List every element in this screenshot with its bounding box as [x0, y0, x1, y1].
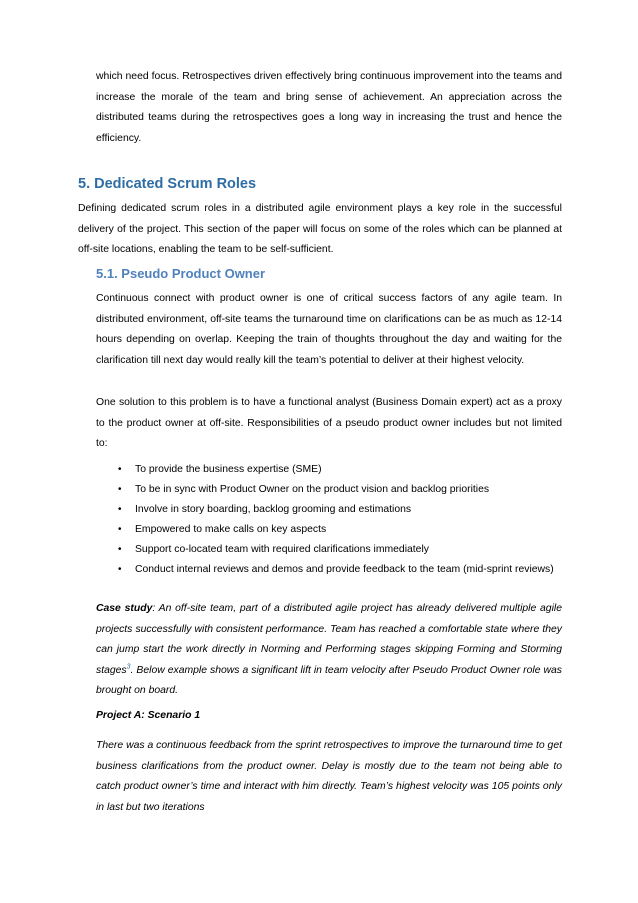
list-item: • Empowered to make calls on key aspects: [96, 520, 562, 540]
bullet-icon: •: [118, 564, 122, 575]
project-a-paragraph: There was a continuous feedback from the sprint retrospectives to improve the turnaround time to get business clarifications from the product owner. Delay is mostly due to the team not being able to catch product owner’s time and interact with him directly. Team’s highest velocity was 105 points only in last but two iterations: [96, 740, 562, 813]
section-5-title: Dedicated Scrum Roles: [94, 176, 257, 192]
pseudo-po-paragraph-1: Continuous connect with product owner is one of critical success factors of any agile team. In distributed environment, off-site teams the turnaround time on clarifications can be as much as 12-14 hours depending on overlap. Keeping the train of thoughts throughout the day and waiting for the clarification till next day would really kill the team’s potential to deliver at their highest velocity.: [96, 293, 562, 366]
section-5-1-heading: 5.1. Pseudo Product Owner: [96, 266, 266, 281]
list-item: • To be in sync with Product Owner on the product vision and backlog priorities: [96, 480, 562, 500]
bullet-icon: •: [118, 544, 122, 555]
list-item: • Conduct internal reviews and demos and provide feedback to the team (mid-sprint reviews): [96, 560, 562, 580]
bullet-icon: •: [118, 504, 122, 515]
case-study-label: Case study: [96, 603, 153, 614]
bullet-icon: •: [118, 524, 122, 535]
bullet-icon: •: [118, 464, 122, 475]
bullet-icon: •: [118, 484, 122, 495]
responsibilities-list: [96, 460, 562, 580]
pseudo-po-paragraph-2: One solution to this problem is to have a functional analyst (Business Domain expert) act as a proxy to the product owner at off-site. Responsibilities of a pseudo product owner includes but not limited to:: [96, 397, 562, 450]
list-item: • Involve in story boarding, backlog grooming and estimations: [96, 500, 562, 520]
footnote-reference-link[interactable]: 3: [126, 663, 131, 671]
case-study-paragraph: Case study: An off-site team, part of a distributed agile project has already delivered multiple agile projects successfully with consistent performance. Team has reached a comfortable state where they can jump start the work directly in Norming and Performing stages skipping Forming and Storming stages$^3$. Below example shows a significant lift in team velocity after Pseudo Product Owner role was brought on board.: [96, 603, 562, 697]
retrospective-paragraph: which need focus. Retrospectives driven effectively bring continuous improvement into the teams and increase the morale of the team and bring sense of achievement. An appreciation across the distributed teams during the retrospectives goes a long way in increasing the trust and hence the efficiency.: [96, 71, 562, 144]
section-5-number: 5.: [78, 176, 91, 192]
section-5-intro: Defining dedicated scrum roles in a distributed agile environment plays a key role in the successful delivery of the project. This section of the paper will focus on some of the roles which can be planned at off-site locations, enabling the team to be self-sufficient.: [78, 203, 562, 256]
list-item: • To provide the business expertise (SME): [96, 460, 562, 480]
project-a-heading: Project A: Scenario 1: [96, 710, 201, 721]
list-item: • Support co-located team with required clarifications immediately: [96, 540, 562, 560]
section-5-heading: [78, 176, 256, 192]
